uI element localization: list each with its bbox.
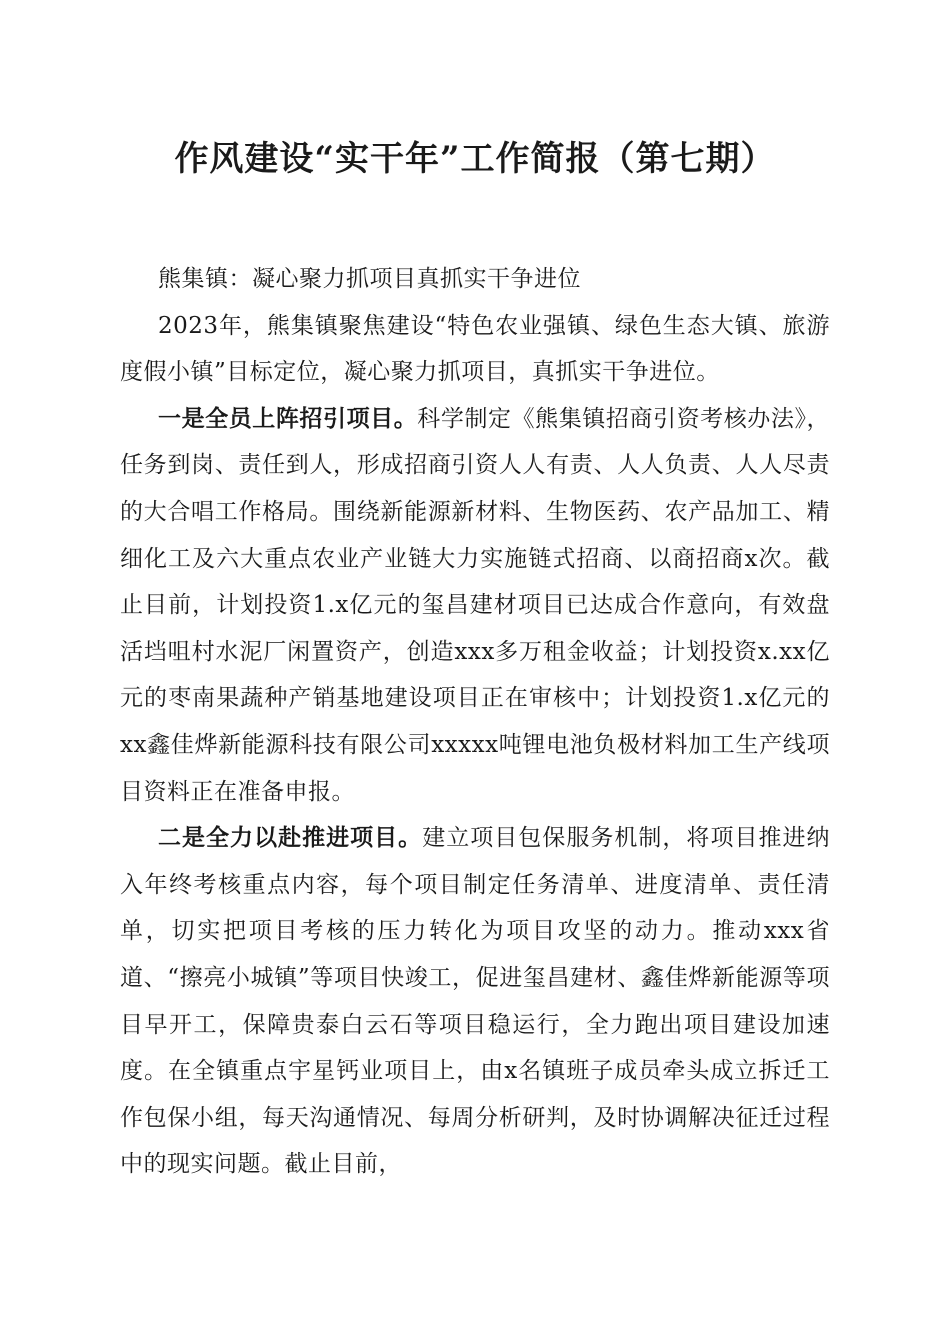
- body-paragraph-1: [120, 303, 830, 396]
- body-paragraph-2: [120, 396, 830, 815]
- document-subtitle: 熊集镇：凝心聚力抓项目真抓实干争进位: [158, 266, 581, 292]
- document-title: 作风建设“实干年”工作简报（第七期）: [174, 139, 776, 179]
- subtitle-paragraph: [120, 256, 830, 303]
- paragraph-text: 科学制定《熊集镇招商引资考核办法》，任务到岗、责任到人，形成招商引资人人有责、人人负责、人人尽责的大合唱工作格局。围绕新能源新材料、生物医药、农产品加工、精细化工及六大重点农业产业链大力实施链式招商、以商招商x次。截止目前，计划投资1.x亿元的玺昌建材项目已达成合作意向，有效盘活垱咀村水泥厂闲置资产，创造xxx多万租金收益；计划投资x.xx亿元的枣南果蔬种产销基地建设项目正在审核中；计划投资1.x亿元的xx鑫佳烨新能源科技有限公司xxxxx吨锂电池负极材料加工生产线项目资料正在准备申报。: [120, 405, 831, 805]
- paragraph-text: 建立项目包保服务机制，将项目推进纳入年终考核重点内容，每个项目制定任务清单、进度清单、责任清单，切实把项目考核的压力转化为项目攻坚的动力。推动xxx省道、“擦亮小城镇”等项目快竣工，促进玺昌建材、鑫佳烨新能源等项目早开工，保障贵泰白云石等项目稳运行，全力跑出项目建设加速度。在全镇重点宇星钙业项目上，由x名镇班子成员牵头成立拆迁工作包保小组，每天沟通情况、每周分析研判，及时协调解决征迁过程中的现实问题。截止目前，: [120, 825, 831, 1178]
- paragraph-lead: 二是全力以赴推进项目。: [158, 824, 423, 852]
- paragraph-text: 2023年，熊集镇聚焦建设“特色农业强镇、绿色生态大镇、旅游度假小镇”目标定位，凝心聚力抓项目，真抓实干争进位。: [120, 312, 830, 386]
- paragraph-lead: 一是全员上阵招引项目。: [158, 404, 418, 432]
- document-body: [120, 256, 830, 1188]
- body-paragraph-3: [120, 815, 830, 1188]
